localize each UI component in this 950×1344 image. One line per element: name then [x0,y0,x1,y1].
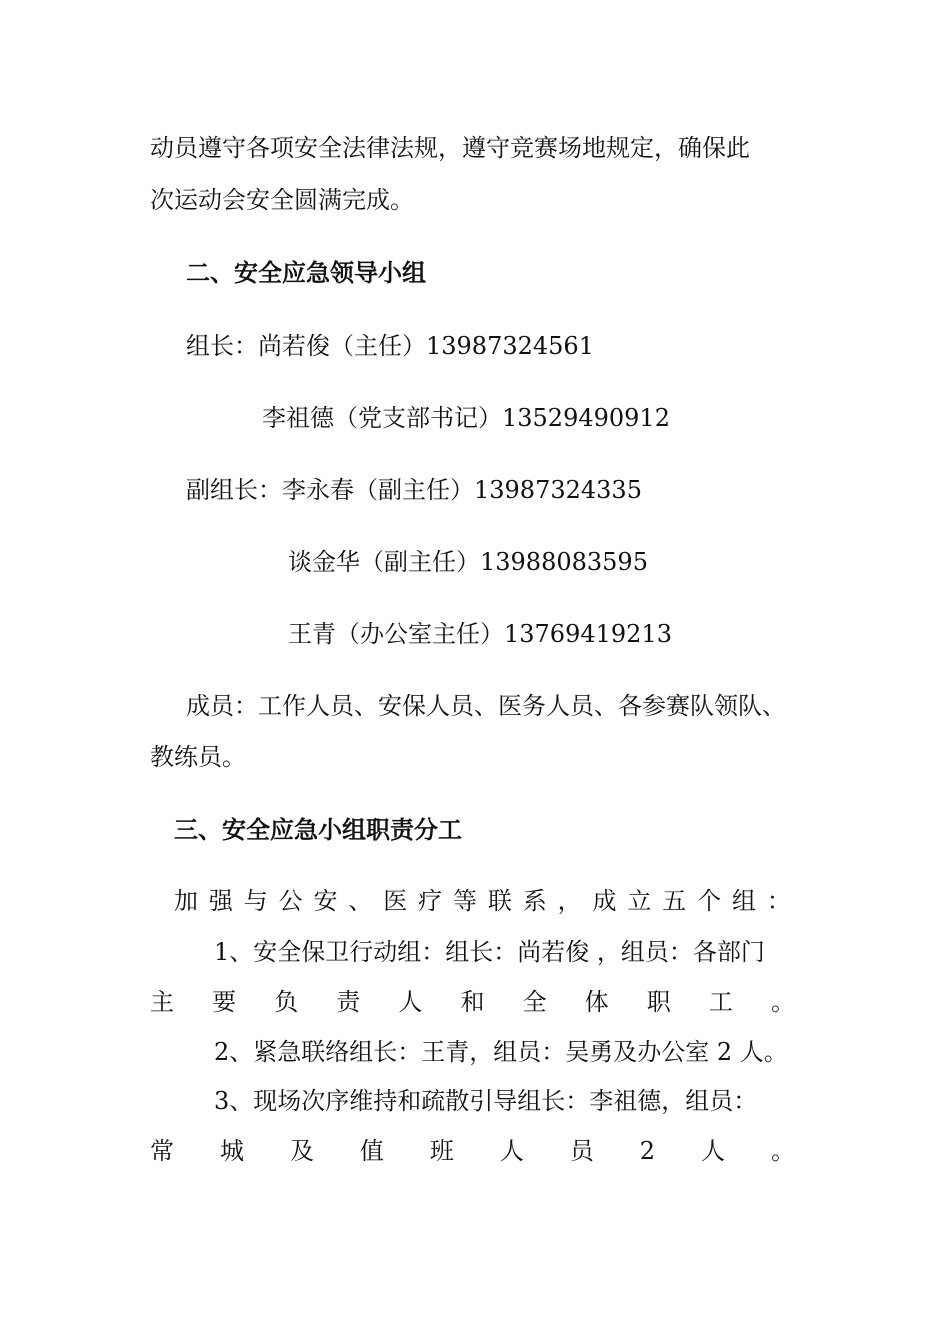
spaced-character: 值 [359,1137,384,1165]
spaced-character: 常 [150,1137,174,1165]
spaced-character: 公 [278,887,303,915]
spaced-character: 主 [150,988,174,1016]
members-line: 成员：工作人员、安保人员、医务人员、各参赛队领队、 [186,692,786,720]
spaced-character: ， [557,887,582,915]
spaced-character: 人 [499,1137,524,1165]
spaced-character: 要 [212,988,237,1016]
spaced-character: 全 [522,988,547,1016]
spaced-character: 组 [732,887,756,915]
spaced-character: 。 [770,988,795,1016]
intro-line [174,886,791,916]
spaced-character: 责 [336,988,361,1016]
spaced-character: 安 [313,887,338,915]
members-line: 教练员。 [150,743,246,771]
spaced-character: 2 [639,1137,656,1165]
deputy-leader-line: 王青（办公室主任）13769419213 [288,620,672,648]
spaced-character: 医 [383,887,408,915]
spaced-character: 个 [697,887,722,915]
spaced-character: 及 [289,1137,314,1165]
spaced-character: 负 [274,988,299,1016]
spaced-character: 员 [569,1137,594,1165]
duty-item: 2、紧急联络组长：王青，组员：吴勇及办公室 2 人。 [214,1038,788,1066]
paragraph-line: 动员遵守各项安全法律法规，遵守竞赛场地规定，确保此 [150,134,750,162]
spaced-character: 等 [453,887,477,915]
spaced-character: 疗 [418,887,443,915]
spaced-character: 和 [460,988,485,1016]
duty-item-continuation [150,987,795,1017]
duty-item: 3、现场次序维持和疏散引导组长：李祖德，组员： [214,1087,758,1115]
spaced-character: 成 [592,887,617,915]
spaced-character: 班 [429,1137,454,1165]
spaced-character: 人 [701,1137,726,1165]
spaced-character: 职 [646,988,671,1016]
duty-item-continuation [150,1136,795,1166]
spaced-character: 立 [627,887,652,915]
spaced-character: 加 [174,887,198,915]
paragraph-line: 次运动会安全圆满完成。 [150,186,414,214]
section-heading-2: 二、安全应急领导小组 [186,258,426,287]
spaced-character: 强 [208,887,233,915]
section-heading-3: 三、安全应急小组职责分工 [174,815,462,844]
leader-line: 李祖德（党支部书记）13529490912 [262,404,670,432]
spaced-character: 、 [348,887,373,915]
spaced-character: 五 [662,887,687,915]
deputy-leader-line: 谈金华（副主任）13988083595 [288,548,648,576]
spaced-character: 系 [522,887,547,915]
spaced-character: 联 [487,887,512,915]
duty-item: 1、安全保卫行动组：组长：尚若俊 ，组员：各部门 [214,938,765,966]
spaced-character: 体 [584,988,609,1016]
deputy-leader-line: 副组长：李永春（副主任）13987324335 [186,476,642,504]
spaced-character: 。 [771,1137,795,1165]
spaced-character: 工 [708,988,733,1016]
leader-line: 组长：尚若俊（主任）13987324561 [186,332,594,360]
spaced-character: 城 [219,1137,244,1165]
spaced-character: 与 [243,887,268,915]
spaced-character: ： [766,887,791,915]
spaced-character: 人 [398,988,423,1016]
